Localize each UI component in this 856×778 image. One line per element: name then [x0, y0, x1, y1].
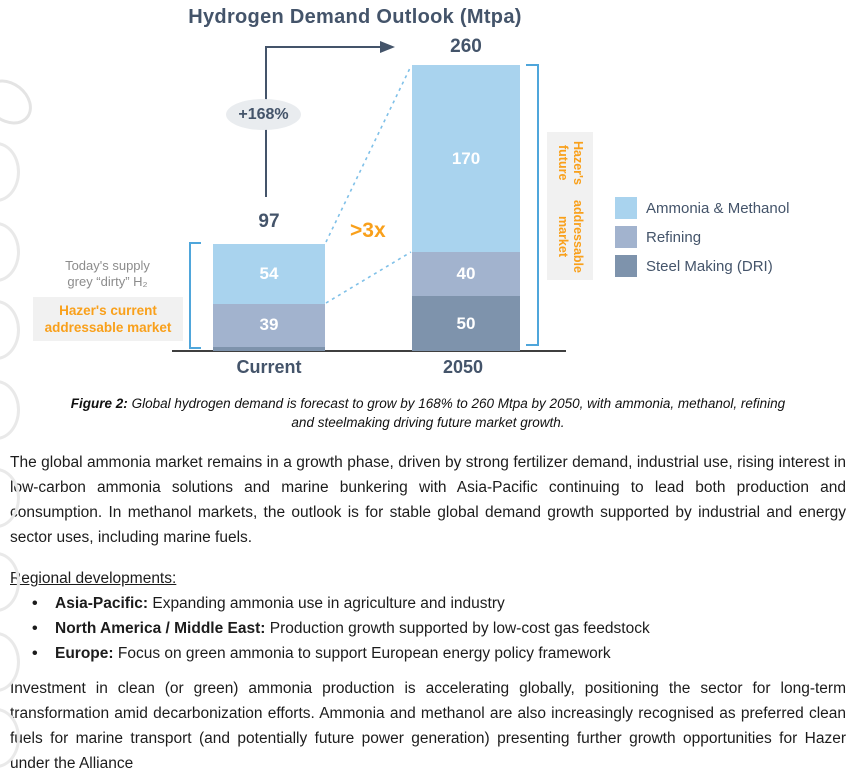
today-supply-note: [35, 258, 180, 290]
bullet-lead: Europe:: [55, 645, 114, 662]
future-box-line1: Hazer's future: [556, 140, 585, 185]
legend-swatch-refining: [615, 226, 637, 248]
bullet-asia-pacific: [10, 591, 846, 616]
multiplier-label: >3x: [350, 219, 386, 242]
legend-row-ammonia: [615, 197, 789, 219]
legend-row-refining: [615, 226, 789, 248]
chart-title: Hydrogen Demand Outlook (Mtpa): [188, 6, 522, 28]
hydrogen-demand-chart: [0, 0, 856, 386]
regional-bullet-list: [10, 591, 846, 666]
legend-swatch-steel: [615, 255, 637, 277]
legend-row-steel: [615, 255, 789, 277]
bar-total-current: 97: [258, 211, 280, 232]
bullet-lead: North America / Middle East:: [55, 620, 266, 637]
bullet-north-america-middle-east: [10, 616, 846, 641]
bracket-right: [526, 65, 538, 345]
bracket-left: [190, 243, 201, 348]
today-supply-line2: grey “dirty” H₂: [67, 274, 148, 289]
bullet-text: Expanding ammonia use in agriculture and industry: [148, 595, 505, 612]
x-axis-label-2050: 2050: [442, 357, 484, 377]
bar-segment-current-steel-making-dri-: [213, 347, 325, 351]
segment-value-label: 50: [456, 313, 476, 333]
watermark-arc: [0, 380, 20, 440]
bullet-lead: Asia-Pacific:: [55, 595, 149, 612]
current-box-line2: addressable market: [44, 320, 172, 335]
regional-developments-heading: Regional developments:: [10, 570, 177, 587]
bullet-text: Production growth supported by low-cost gas feedstock: [265, 620, 650, 637]
legend-label-ammonia: Ammonia & Methanol: [646, 199, 790, 217]
bar-segment-2050-steel-making-dri-: [412, 296, 520, 351]
paragraph-clean-ammonia-investment: Investment in clean (or green) ammonia production is accelerating globally, positioning the sector for long-term transformation amid decarbonization efforts. Ammonia and methanol are also increasingly recognised as preferred clean fuels for marine transport (and potentially future power generation) presenting further growth opportunities for Hazer under the Alliance: [10, 680, 846, 772]
x-axis-label-current: Current: [236, 357, 302, 377]
growth-badge: +168%: [226, 99, 301, 130]
bar-segment-2050-refining: [412, 252, 520, 296]
legend-label-steel: Steel Making (DRI): [646, 257, 773, 275]
figure-caption-text: Global hydrogen demand is forecast to grow by 168% to 260 Mtpa by 2050, with ammonia, methanol, refining and steelmaking driving future market growth.: [127, 396, 786, 430]
segment-value-label: 54: [259, 263, 279, 283]
segment-value-label: 40: [456, 264, 476, 283]
bar-total-2050: 260: [450, 36, 482, 57]
hazer-current-market-box: [33, 297, 183, 341]
future-box-line2: addressable market: [556, 200, 585, 274]
bullet-europe: [10, 641, 846, 666]
paragraph-ammonia-market: The global ammonia market remains in a growth phase, driven by strong fertilizer demand, industrial use, rising interest in low-carbon ammonia solutions and marine bunkering with Asia-Pacific continuing to lead both production and consumption. In methanol markets, the outlook is for stable global demand growth supported by industrial and energy sector uses, including marine fuels.: [10, 454, 846, 546]
segment-value-label: 170: [451, 148, 481, 168]
bullet-text: Focus on green ammonia to support European energy policy framework: [113, 645, 611, 662]
chart-legend: [615, 197, 789, 284]
figure-caption-label: Figure 2:: [70, 396, 128, 411]
bar-segment-2050-ammonia-methanol: [412, 65, 520, 252]
legend-label-refining: Refining: [646, 228, 702, 246]
today-supply-line1: Today's supply: [65, 258, 150, 273]
segment-value-label: 39: [259, 315, 279, 335]
watermark-arc: [0, 468, 20, 528]
hazer-future-market-box: [547, 132, 593, 280]
bar-segment-current-ammonia-methanol: [213, 244, 325, 303]
figure-caption: [66, 394, 790, 432]
legend-swatch-ammonia: [615, 197, 637, 219]
watermark-arc: [0, 708, 20, 768]
body-copy: [10, 450, 846, 776]
current-box-line1: Hazer's current: [59, 303, 157, 318]
connector-dashes: [326, 66, 411, 303]
bar-segment-current-refining: [213, 304, 325, 347]
